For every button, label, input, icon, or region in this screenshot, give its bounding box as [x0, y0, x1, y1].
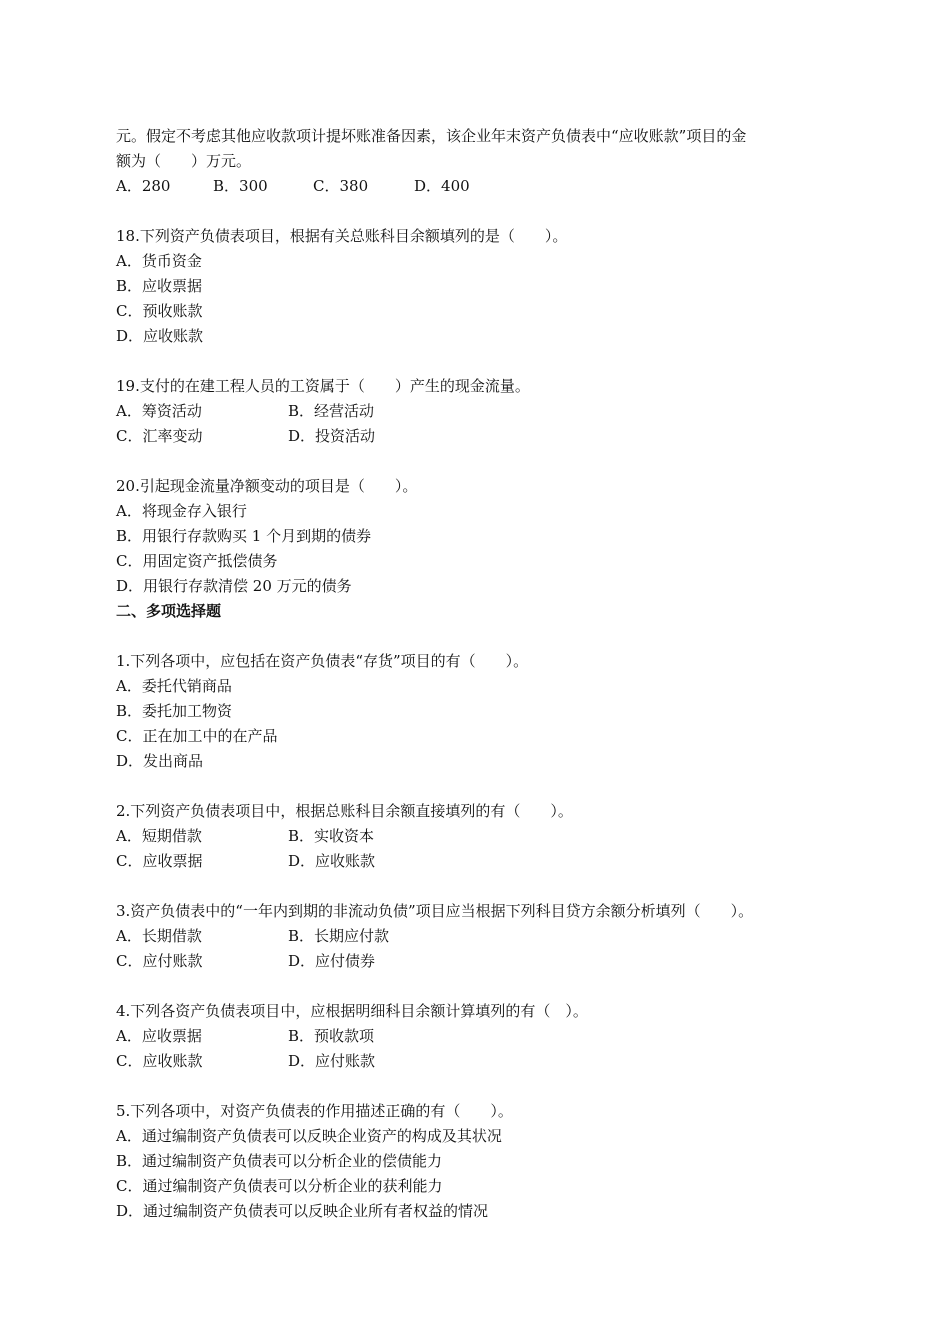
m3-option-a: A．长期借款 — [116, 927, 202, 945]
document-page — [116, 124, 896, 1224]
m3-option-c: C．应付账款 — [116, 952, 203, 970]
m4-stem: 4.下列各资产负债表项目中，应根据明细科目余额计算填列的有（ ）。 — [116, 1002, 588, 1020]
q17-option-c: C．380 — [313, 177, 369, 195]
section-heading: 二、多项选择题 — [116, 602, 222, 620]
m1-option-d: D．发出商品 — [116, 752, 204, 770]
q19-option-a: A．筹资活动 — [116, 402, 202, 420]
q19-options-row1 — [116, 399, 896, 424]
m2-option-c: C．应收票据 — [116, 852, 203, 870]
q17-option-b: B．300 — [213, 177, 268, 195]
q17-stem-line1: 元。假定不考虑其他应收款项计提坏账准备因素，该企业年末资产负债表中“应收账款”项目的金 — [116, 127, 747, 145]
q17-option-d: D．400 — [414, 177, 470, 195]
m4-options-row2 — [116, 1049, 896, 1074]
m5-stem: 5.下列各项中，对资产负债表的作用描述正确的有（ ）。 — [116, 1102, 513, 1120]
m2-options-row2 — [116, 849, 896, 874]
q18-option-c: C．预收账款 — [116, 302, 203, 320]
m4-option-d: D．应付账款 — [288, 1052, 376, 1070]
m3-stem: 3.资产负债表中的“一年内到期的非流动负债”项目应当根据下列科目贷方余额分析填列（ ）。 — [116, 902, 754, 920]
m3-option-d: D．应付债券 — [288, 952, 376, 970]
m4-option-c: C．应收账款 — [116, 1052, 203, 1070]
q20-option-d: D．用银行存款清偿 20 万元的债务 — [116, 577, 352, 595]
q20-stem: 20.引起现金流量净额变动的项目是（ ）。 — [116, 477, 418, 495]
m1-stem: 1.下列各项中，应包括在资产负债表“存货”项目的有（ ）。 — [116, 652, 529, 670]
q19-option-c: C．汇率变动 — [116, 427, 203, 445]
m1-option-b: B．委托加工物资 — [116, 702, 233, 720]
m5-option-b: B．通过编制资产负债表可以分析企业的偿债能力 — [116, 1152, 443, 1170]
m5-option-d: D．通过编制资产负债表可以反映企业所有者权益的情况 — [116, 1202, 489, 1220]
m3-options-row2 — [116, 949, 896, 974]
m4-option-a: A．应收票据 — [116, 1027, 202, 1045]
m2-options-row1 — [116, 824, 896, 849]
q18-option-b: B．应收票据 — [116, 277, 203, 295]
q18-stem: 18.下列资产负债表项目，根据有关总账科目余额填列的是（ ）。 — [116, 227, 568, 245]
q17-options — [116, 174, 896, 199]
q19-stem: 19.支付的在建工程人员的工资属于（ ）产生的现金流量。 — [116, 377, 530, 395]
m1-option-c: C．正在加工中的在产品 — [116, 727, 278, 745]
m5-option-c: C．通过编制资产负债表可以分析企业的获利能力 — [116, 1177, 443, 1195]
q19-options-row2 — [116, 424, 896, 449]
m2-option-a: A．短期借款 — [116, 827, 202, 845]
q18-option-d: D．应收账款 — [116, 327, 204, 345]
q19-option-b: B．经营活动 — [288, 402, 375, 420]
q17-stem-line2: 额为（ ）万元。 — [116, 152, 252, 170]
m2-option-b: B．实收资本 — [288, 827, 375, 845]
q17-option-a: A．280 — [116, 177, 171, 195]
m4-option-b: B．预收款项 — [288, 1027, 375, 1045]
m3-option-b: B．长期应付款 — [288, 927, 390, 945]
m2-stem: 2.下列资产负债表项目中，根据总账科目余额直接填列的有（ ）。 — [116, 802, 573, 820]
q19-option-d: D．投资活动 — [288, 427, 376, 445]
m1-option-a: A．委托代销商品 — [116, 677, 232, 695]
m4-options-row1 — [116, 1024, 896, 1049]
q18-option-a: A．货币资金 — [116, 252, 202, 270]
q20-option-a: A．将现金存入银行 — [116, 502, 247, 520]
q20-option-b: B．用银行存款购买 1 个月到期的债券 — [116, 527, 372, 545]
m2-option-d: D．应收账款 — [288, 852, 376, 870]
m5-option-a: A．通过编制资产负债表可以反映企业资产的构成及其状况 — [116, 1127, 502, 1145]
q20-option-c: C．用固定资产抵偿债务 — [116, 552, 278, 570]
m3-options-row1 — [116, 924, 896, 949]
